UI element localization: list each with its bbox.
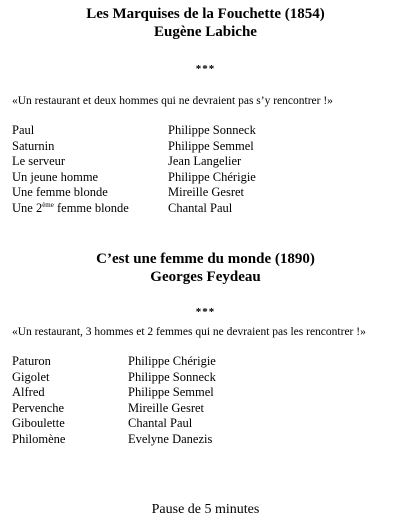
actor: Philippe Semmel bbox=[128, 385, 214, 400]
role: Alfred bbox=[12, 385, 45, 400]
play2-title: C’est une femme du monde (1890) bbox=[96, 251, 315, 267]
actor: Philippe Chérigie bbox=[128, 354, 216, 368]
role: Paturon bbox=[12, 354, 51, 368]
role-prefix: Une 2 bbox=[12, 200, 43, 215]
actor: Chantal Paul bbox=[128, 416, 193, 431]
play2-actors bbox=[128, 354, 216, 448]
actor: Mireille Gesret bbox=[128, 400, 205, 415]
play1-separator: *** bbox=[195, 63, 216, 75]
play1-title: Les Marquises de la Fouchette (1854) bbox=[86, 6, 325, 22]
actor: Philippe Chérigie bbox=[168, 169, 256, 184]
role: Une femme blonde bbox=[12, 185, 108, 200]
play2-tagline: «Un restaurant, 3 hommes et 2 femmes qui ne devraient pas les rencontrer !» bbox=[12, 326, 366, 338]
actor: Chantal Paul bbox=[168, 200, 233, 215]
role: Pervenche bbox=[12, 400, 65, 415]
role-superscript: ème bbox=[42, 200, 54, 209]
role: Le serveur bbox=[12, 154, 66, 169]
play1-roles bbox=[12, 123, 129, 217]
play2-separator: *** bbox=[195, 306, 216, 318]
role: Un jeune homme bbox=[12, 169, 99, 184]
role: Saturnin bbox=[12, 138, 55, 153]
role: Gigolet bbox=[12, 369, 50, 384]
role: Paul bbox=[12, 123, 35, 137]
role-suffix: femme blonde bbox=[53, 200, 129, 215]
actor: Philippe Sonneck bbox=[128, 369, 216, 384]
role bbox=[12, 201, 129, 217]
actor: Evelyne Danezis bbox=[128, 431, 213, 446]
actor: Jean Langelier bbox=[168, 154, 242, 169]
actor: Philippe Sonneck bbox=[168, 123, 256, 137]
role: Giboulette bbox=[12, 416, 65, 431]
play2-author: Georges Feydeau bbox=[150, 269, 261, 285]
actor: Philippe Semmel bbox=[168, 138, 254, 153]
play1-tagline: «Un restaurant et deux hommes qui ne devraient pas s’y rencontrer !» bbox=[12, 95, 333, 107]
play1-actors bbox=[168, 123, 256, 217]
intermission-note: Pause de 5 minutes bbox=[151, 502, 260, 517]
role: Philomène bbox=[12, 431, 66, 446]
play2-roles bbox=[12, 354, 65, 448]
play1-author: Eugène Labiche bbox=[154, 24, 257, 40]
actor: Mireille Gesret bbox=[168, 185, 245, 200]
